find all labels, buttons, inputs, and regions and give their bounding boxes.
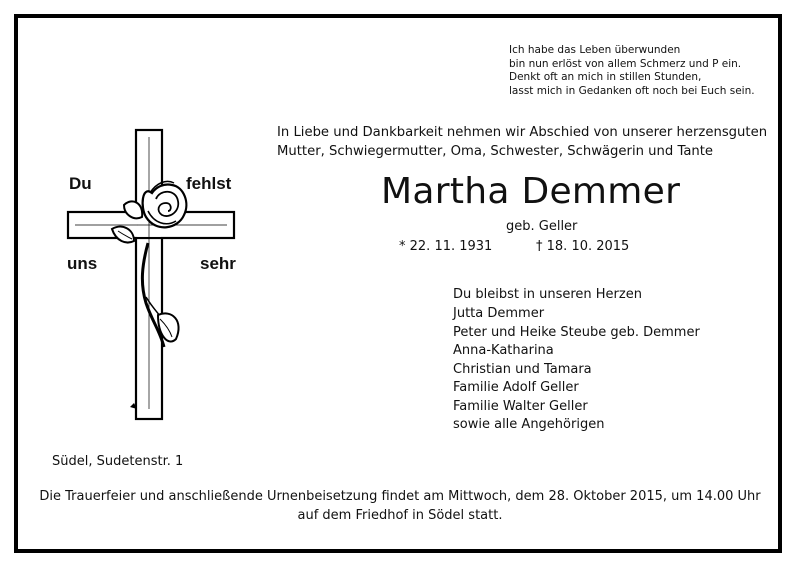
birth-date: * 22. 11. 1931: [399, 239, 493, 254]
intro-line: Mutter, Schwiegermutter, Oma, Schwester, Schwägerin und Tante: [277, 144, 714, 159]
cross-word-fehlst: fehlst: [186, 174, 232, 193]
maiden-name: geb. Geller: [506, 219, 578, 234]
cross-with-rose-icon: [60, 125, 250, 425]
cross-word-uns: uns: [67, 254, 98, 273]
poem-line: Ich habe das Leben überwunden: [509, 44, 681, 56]
cross-word-sehr: sehr: [200, 254, 236, 273]
intro-text: [277, 123, 767, 161]
cross-word-du: Du: [69, 174, 92, 193]
deceased-name: Martha Demmer: [381, 171, 681, 212]
mourner-name: Familie Walter Geller: [453, 398, 588, 414]
death-date: † 18. 10. 2015: [536, 239, 630, 254]
mourner-name: sowie alle Angehörigen: [453, 417, 605, 432]
poem-line: lasst mich in Gedanken oft noch bei Euch sein.: [509, 84, 755, 97]
mourner-name: Jutta Demmer: [453, 306, 545, 321]
address: Südel, Sudetenstr. 1: [52, 454, 184, 469]
poem: [509, 44, 755, 98]
mourner-name: Anna-Katharina: [453, 343, 554, 358]
poem-line: bin nun erlöst von allem Schmerz und P ein.: [509, 57, 742, 70]
mourners-list: [453, 305, 700, 435]
mourner-name: Familie Adolf Geller: [453, 380, 579, 395]
mourner-name: Christian und Tamara: [453, 361, 592, 377]
intro-line: In Liebe und Dankbarkeit nehmen wir Abschied von unserer herzensguten: [277, 125, 768, 140]
poem-line: Denkt oft an mich in stillen Stunden,: [509, 71, 702, 84]
mourner-name: Peter und Heike Steube geb. Demmer: [453, 324, 700, 340]
ceremony-line: Die Trauerfeier und anschließende Urnenbeisetzung findet am Mittwoch, dem 28. Oktober 2015, um 14.00 Uhr: [39, 489, 761, 504]
mourners-heading: Du bleibst in unseren Herzen: [453, 287, 642, 302]
ceremony-line: auf dem Friedhof in Södel statt.: [297, 508, 503, 523]
ceremony-info: [0, 487, 800, 525]
